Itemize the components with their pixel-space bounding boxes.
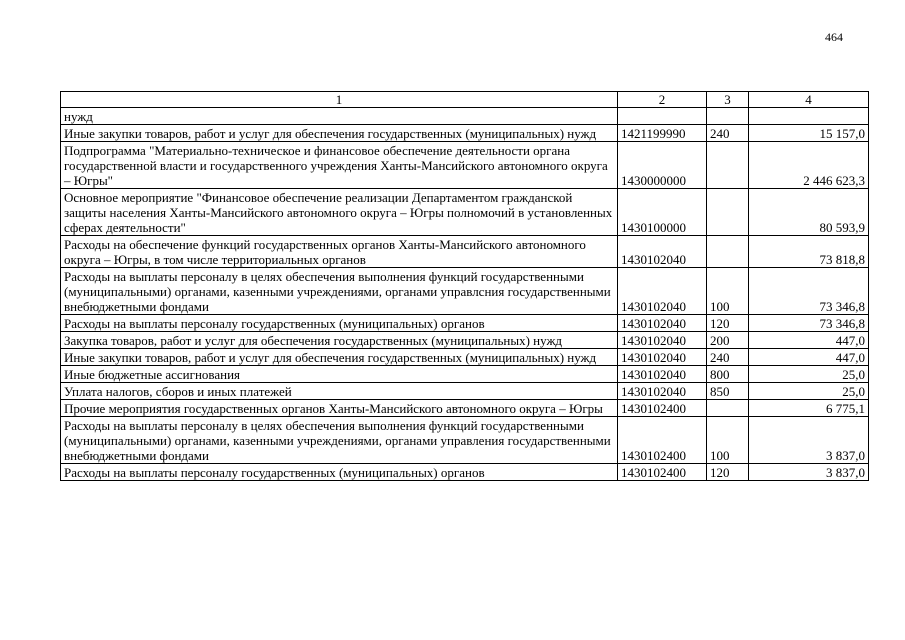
row-sum-cell: 73 346,8 bbox=[749, 268, 869, 315]
row-sum-cell: 25,0 bbox=[749, 366, 869, 383]
row-name-cell: Расходы на выплаты персоналу государственных (муниципальных) органов bbox=[61, 464, 618, 481]
row-code-cell: 1430102040 bbox=[618, 236, 707, 268]
row-type-cell: 850 bbox=[707, 383, 749, 400]
table-row bbox=[61, 315, 869, 332]
header-col-3: 3 bbox=[707, 92, 749, 108]
row-name-cell: Закупка товаров, работ и услуг для обеспечения государственных (муниципальных) нужд bbox=[61, 332, 618, 349]
table-row bbox=[61, 189, 869, 236]
table-row bbox=[61, 142, 869, 189]
row-type-cell bbox=[707, 189, 749, 236]
table-row bbox=[61, 332, 869, 349]
row-type-cell: 800 bbox=[707, 366, 749, 383]
row-name-cell: Расходы на обеспечение функций государственных органов Ханты-Мансийского автономного округа – Югры, в том числе территориальных органов bbox=[61, 236, 618, 268]
table-row bbox=[61, 366, 869, 383]
row-sum-cell: 2 446 623,3 bbox=[749, 142, 869, 189]
row-name-cell: Иные закупки товаров, работ и услуг для обеспечения государственных (муниципальных) нужд bbox=[61, 349, 618, 366]
row-sum-cell bbox=[749, 108, 869, 125]
row-sum-cell: 15 157,0 bbox=[749, 125, 869, 142]
table-row bbox=[61, 400, 869, 417]
row-sum-cell: 73 818,8 bbox=[749, 236, 869, 268]
row-sum-cell: 447,0 bbox=[749, 349, 869, 366]
row-type-cell: 100 bbox=[707, 268, 749, 315]
row-type-cell: 120 bbox=[707, 464, 749, 481]
row-type-cell: 240 bbox=[707, 349, 749, 366]
row-name-cell: Основное мероприятие "Финансовое обеспечение реализации Департаментом гражданской защиты населения Ханты-Мансийского автономного округа – Югры полномочий в установленных сферах деятельности" bbox=[61, 189, 618, 236]
table-row bbox=[61, 383, 869, 400]
row-type-cell: 240 bbox=[707, 125, 749, 142]
row-sum-cell: 73 346,8 bbox=[749, 315, 869, 332]
table-row bbox=[61, 349, 869, 366]
row-code-cell: 1430102400 bbox=[618, 400, 707, 417]
row-name-cell: Иные закупки товаров, работ и услуг для обеспечения государственных (муниципальных) нужд bbox=[61, 125, 618, 142]
row-sum-cell: 447,0 bbox=[749, 332, 869, 349]
row-name-cell: Расходы на выплаты персоналу в целях обеспечения выполнения функций государственными (муниципальными) органами, казенными учреждениями, органами управлсния государственными внебюджетными фондами bbox=[61, 268, 618, 315]
row-code-cell: 1430102400 bbox=[618, 464, 707, 481]
row-type-cell: 120 bbox=[707, 315, 749, 332]
table-header-row bbox=[61, 92, 869, 108]
table-row bbox=[61, 108, 869, 125]
table-row bbox=[61, 125, 869, 142]
row-code-cell: 1430102040 bbox=[618, 349, 707, 366]
row-type-cell bbox=[707, 142, 749, 189]
row-code-cell: 1430102040 bbox=[618, 332, 707, 349]
budget-table bbox=[60, 91, 869, 481]
row-sum-cell: 25,0 bbox=[749, 383, 869, 400]
row-sum-cell: 80 593,9 bbox=[749, 189, 869, 236]
row-code-cell: 1430102400 bbox=[618, 417, 707, 464]
row-sum-cell: 3 837,0 bbox=[749, 464, 869, 481]
row-name-cell: Расходы на выплаты персоналу государственных (муниципальных) органов bbox=[61, 315, 618, 332]
row-type-cell bbox=[707, 108, 749, 125]
table-row bbox=[61, 417, 869, 464]
row-type-cell: 100 bbox=[707, 417, 749, 464]
header-col-4: 4 bbox=[749, 92, 869, 108]
table-row bbox=[61, 268, 869, 315]
table-body bbox=[61, 108, 869, 481]
row-name-cell: Расходы на выплаты персоналу в целях обеспечения выполнения функций государственными (муниципальными) органами, казенными учреждениями, органами управления государственными внебюджетными фондами bbox=[61, 417, 618, 464]
row-sum-cell: 6 775,1 bbox=[749, 400, 869, 417]
row-code-cell: 1430102040 bbox=[618, 315, 707, 332]
row-code-cell: 1430000000 bbox=[618, 142, 707, 189]
row-sum-cell: 3 837,0 bbox=[749, 417, 869, 464]
row-name-cell: Уплата налогов, сборов и иных платежей bbox=[61, 383, 618, 400]
page-number: 464 bbox=[825, 30, 843, 44]
row-type-cell: 200 bbox=[707, 332, 749, 349]
row-code-cell: 1430102040 bbox=[618, 268, 707, 315]
row-type-cell bbox=[707, 400, 749, 417]
header-col-1: 1 bbox=[61, 92, 618, 108]
row-code-cell bbox=[618, 108, 707, 125]
row-name-cell: Подпрограмма "Материально-техническое и финансовое обеспечение деятельности органа государственной власти и государственного учреждения Ханты-Мансийского автономного округа – Югры" bbox=[61, 142, 618, 189]
row-code-cell: 1430102040 bbox=[618, 366, 707, 383]
table-row bbox=[61, 464, 869, 481]
header-col-2: 2 bbox=[618, 92, 707, 108]
row-code-cell: 1430100000 bbox=[618, 189, 707, 236]
row-name-cell: нужд bbox=[61, 108, 618, 125]
row-name-cell: Иные бюджетные ассигнования bbox=[61, 366, 618, 383]
row-type-cell bbox=[707, 236, 749, 268]
row-name-cell: Прочие мероприятия государственных органов Ханты-Мансийского автономного округа – Югры bbox=[61, 400, 618, 417]
row-code-cell: 1421199990 bbox=[618, 125, 707, 142]
table-row bbox=[61, 236, 869, 268]
row-code-cell: 1430102040 bbox=[618, 383, 707, 400]
